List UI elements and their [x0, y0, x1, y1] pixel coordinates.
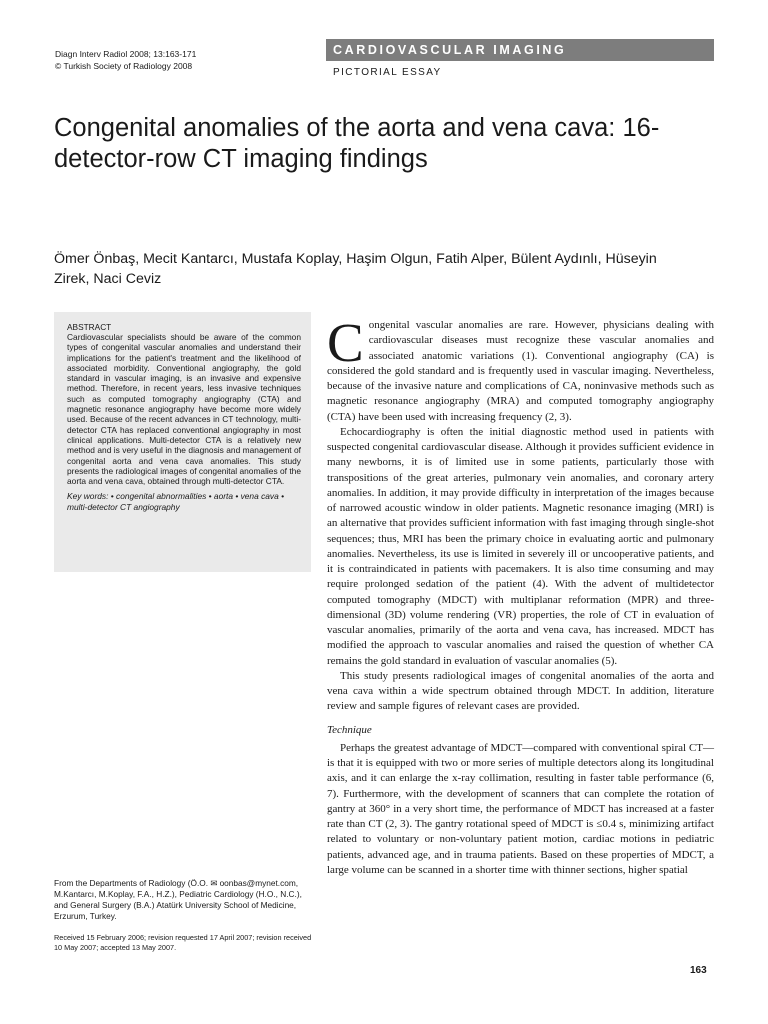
citation-line: Diagn Interv Radiol 2008; 13:163-171: [55, 49, 197, 59]
abstract-heading: ABSTRACT: [67, 322, 112, 332]
main-text-column: [327, 312, 714, 878]
abstract-box: [54, 312, 311, 572]
technique-subheading: Technique: [327, 723, 372, 736]
received-dates: Received 15 February 2006; revision requested 17 April 2007; revision received 10 May 2007; accepted 13 May 2007.: [54, 933, 312, 952]
copyright-line: © Turkish Society of Radiology 2008: [55, 61, 193, 71]
paragraph-1-text: ongenital vascular anomalies are rare. However, physicians dealing with cardiovascular diseases must recognize these vascular anomalies and associated anatomic variations (1). Conventional angiography (CA) is considered the gold standard and is frequently used in vascular imaging. Nevertheless, because of the invasive nature and complications of CA, noninvasive methods such as magnetic resonance angiography (MRA) and computed tomography angiography (CTA) have been used with increasing frequency (2, 3).: [327, 319, 714, 423]
paragraph-3: This study presents radiological images of congenital anomalies of the aorta and vena cava within a wide spectrum obtained through MDCT. In addition, literature review and sample figures of relevant cases are provided.: [327, 669, 714, 713]
article-type: PICTORIAL ESSAY: [333, 67, 442, 78]
drop-cap: C: [327, 312, 364, 373]
keywords: Key words: • congenital abnormalities • aorta • vena cava • multi-detector CT angiography: [67, 491, 285, 512]
paragraph-4: Perhaps the greatest advantage of MDCT—compared with conventional spiral CT—is that it is equipped with two or more series of multiple detectors along its longitudinal axis, and it can enlarge the x-ray collimation, resulting in faster table performance (6, 7). Furthermore, with the development of scanners that can complete the rotation of gantry at 360° in a very short time, the performance of MDCT has increased at a faster rate than CT (2, 3). The gantry rotational speed of MDCT is ≤0.4 s, minimizing artifact related to voluntary or non-voluntary patient motion, cardiac motions in pediatric patients, advanced age, and in trauma patients. Based on these properties of MDCT, a large volume can be scanned in a shorter time with thinner sections, higher spatial: [327, 741, 714, 876]
journal-reference: [55, 48, 196, 72]
section-banner: CARDIOVASCULAR IMAGING: [326, 39, 714, 61]
paragraph-2: Echocardiography is often the initial diagnostic method used in patients with suspected congenital cardiovascular disease. Although it provides sufficient evidence in many newborns, it is of limited use in some patients, particularly those with transpositions of the great arteries, pulmonary vein anomalies, and coronary artery anomalies. In addition, it may provide difficulty in interpretation of the images because of narrowed acoustic window in older patients. Magnetic resonance imaging (MRI) is an alternative that provides sufficient information with fast imaging through single-shot sequences; thus, MRI has been the primary choice in evaluating aortic and pulmonary anomalies. Nevertheless, its use is limited in severely ill or uncooperative patients, and it is contraindicated in patients with pacemakers. It is also time consuming and may require prolonged sedation of the patient (4). With the advent of multidetector computed tomography (MDCT) with multiplanar reformation (MPR) and three-dimensional (3D) volume rendering (VR) properties, the role of CT in evaluation of vascular anomalies, primarily of the aorta and vena cava, has increased. MDCT has modified the approach to vascular anomalies and raised the question of whether CA remains the gold standard in evaluation of vascular anomalies (5).: [327, 425, 714, 667]
affiliation-note: From the Departments of Radiology (Ö.O. ✉ oonbas@mynet.com, M.Kantarcı, M.Koplay, F.A., H.Z.), Pediatric Cardiology (H.O., N.C.), and General Surgery (B.A.) Atatürk University School of Medicine, Erzurum, Turkey.: [54, 878, 302, 921]
article-title: Congenital anomalies of the aorta and vena cava: 16-detector-row CT imaging findings: [54, 114, 660, 173]
intro-paragraph: [327, 312, 714, 425]
author-list: Ömer Önbaş, Mecit Kantarcı, Mustafa Koplay, Haşim Olgun, Fatih Alper, Bülent Aydınlı, Hüseyin Zirek, Naci Ceviz: [54, 251, 657, 287]
abstract-text: Cardiovascular specialists should be aware of the common types of congenital vascular anomalies and understand their implications for the patient's treatment and the likelihood of associated morbidity. Conventional angiography, the gold standard in vascular imaging, is an invasive and expensive method. Therefore, in recent years, less invasive techniques such as computed tomography angiography (CTA) and magnetic resonance angiography have become more widely used. Because of the recent advances in CT technology, multi-detector CTA has replaced conventional angiography in most clinical applications. Multi-detector CTA is a relatively new method and is very useful in the diagnosis and management of congenital aorta and vena cava anomalies. This study presents the radiological images of congenital anomalies of the aorta and vena cava, obtained through multi-detector CTA.: [67, 332, 301, 487]
page-number: 163: [690, 965, 707, 976]
